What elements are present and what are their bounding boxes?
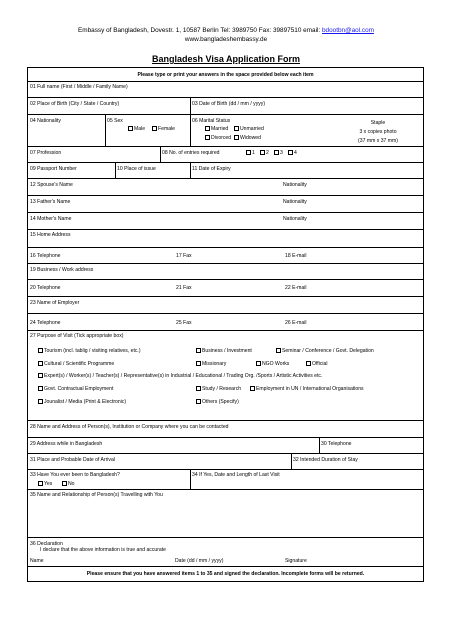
- field-06-label: 06 Marital Status: [192, 118, 231, 124]
- field-27-row: [28, 331, 423, 421]
- entries-3-checkbox[interactable]: [274, 150, 279, 155]
- field-09-label: 09 Passport Number: [30, 166, 77, 172]
- entries-2-checkbox[interactable]: [260, 150, 265, 155]
- purpose-contractual-checkbox[interactable]: [38, 386, 43, 391]
- footer-note: Please ensure that you have answered items 1 to 35 and signed the declaration. Incomplete forms will be returned.: [86, 571, 365, 577]
- field-13-row[interactable]: [28, 196, 423, 213]
- declaration-signature-label[interactable]: Signature: [285, 558, 307, 564]
- marital-widowed-checkbox[interactable]: [234, 135, 239, 140]
- field-23-label: 23 Name of Employer: [30, 300, 80, 306]
- purpose-others-checkbox[interactable]: [196, 399, 201, 404]
- field-14-label: 14 Mother's Name: [30, 216, 72, 222]
- purpose-seminar-checkbox[interactable]: [276, 348, 281, 353]
- purpose-missionary-option[interactable]: Missionary: [196, 361, 226, 367]
- embassy-website: www.bangladeshembassy.de: [184, 36, 268, 43]
- field-26-label: 26 E-mail: [285, 320, 307, 326]
- entries-1-checkbox[interactable]: [246, 150, 251, 155]
- instruction-row: [28, 68, 423, 82]
- entries-3-option[interactable]: 3: [274, 150, 283, 156]
- field-28-row[interactable]: [28, 421, 423, 438]
- field-25-label: 25 Fax: [176, 320, 192, 326]
- sex-male-checkbox[interactable]: [128, 126, 133, 131]
- purpose-ngo-option[interactable]: NGO Works: [256, 361, 289, 367]
- field-31-32-row[interactable]: [28, 454, 423, 470]
- field-29-label: 29 Address while in Bangladesh: [30, 441, 103, 447]
- purpose-seminar-option[interactable]: Seminar / Conference / Govt. Delegation: [276, 348, 374, 354]
- field-03-label: 03 Date of Birth (dd / mm / yyyy): [192, 101, 266, 107]
- sex-male-option[interactable]: Male: [128, 126, 145, 132]
- field-08-label: 08 No. of entries required: [162, 150, 220, 156]
- field-12-row[interactable]: [28, 179, 423, 196]
- field-05-label: 05 Sex: [107, 118, 123, 124]
- purpose-business-option[interactable]: Business / Investment: [196, 348, 252, 354]
- purpose-official-checkbox[interactable]: [306, 361, 311, 366]
- staple-note: Staple 3 x copies photo (37 mm x 37 mm): [358, 120, 398, 144]
- mother-nationality-label: Nationality: [283, 216, 307, 222]
- purpose-contractual-option[interactable]: Govt. Contractual Employment: [38, 386, 113, 392]
- entries-2-option[interactable]: 2: [260, 150, 269, 156]
- email-link[interactable]: bdootbn@aol.com: [321, 27, 374, 34]
- sex-female-option[interactable]: Female: [152, 126, 175, 132]
- purpose-others-option[interactable]: Others (Specify): [196, 399, 239, 405]
- field-04-06-row[interactable]: [28, 115, 423, 147]
- spouse-nationality-label: Nationality: [283, 182, 307, 188]
- field-12-label: 12 Spouse's Name: [30, 182, 73, 188]
- field-14-row[interactable]: [28, 213, 423, 230]
- purpose-study-option[interactable]: Study / Research: [196, 386, 241, 392]
- field-07-08-row[interactable]: [28, 147, 423, 163]
- field-20-22-row[interactable]: [28, 280, 423, 297]
- field-36-label: 36 Declaration: [30, 541, 63, 547]
- marital-widowed-option[interactable]: Widowed: [234, 135, 261, 141]
- field-30-label: 30 Telephone: [321, 441, 352, 447]
- field-15-row[interactable]: [28, 230, 423, 248]
- father-nationality-label: Nationality: [283, 199, 307, 205]
- marital-divorced-option[interactable]: Divorced: [205, 135, 231, 141]
- form-title: Bangladesh Visa Application Form: [151, 54, 301, 64]
- purpose-cultural-checkbox[interactable]: [38, 361, 43, 366]
- purpose-un-checkbox[interactable]: [250, 386, 255, 391]
- field-04-label: 04 Nationality: [30, 118, 61, 124]
- marital-married-checkbox[interactable]: [205, 126, 210, 131]
- field-01-label: 01 Full name (First / Middle / Family Name): [30, 84, 128, 90]
- field-20-label: 20 Telephone: [30, 285, 61, 291]
- declaration-date-label[interactable]: Date (dd / mm / yyyy): [175, 558, 224, 564]
- field-16-label: 16 Telephone: [30, 253, 61, 259]
- declaration-text: I declare that the above information is true and accurate: [40, 547, 167, 553]
- marital-unmarried-option[interactable]: Unmarried: [234, 126, 264, 132]
- visited-no-checkbox[interactable]: [62, 481, 67, 486]
- footer-row: [28, 567, 423, 581]
- purpose-missionary-checkbox[interactable]: [196, 361, 201, 366]
- purpose-un-option[interactable]: Employment in UN / International Organisations: [250, 386, 364, 392]
- purpose-official-option[interactable]: Official: [306, 361, 327, 367]
- field-02-03-row[interactable]: [28, 98, 423, 115]
- field-28-label: 28 Name and Address of Person(s), Institution or Company where you can be contacted: [30, 424, 229, 430]
- field-35-label: 35 Name and Relationship of Person(s) Travelling with You: [30, 492, 163, 498]
- purpose-study-checkbox[interactable]: [196, 386, 201, 391]
- field-23-row[interactable]: [28, 297, 423, 314]
- sex-female-checkbox[interactable]: [152, 126, 157, 131]
- field-17-label: 17 Fax: [176, 253, 192, 259]
- field-13-label: 13 Father's Name: [30, 199, 71, 205]
- purpose-expert-checkbox[interactable]: [38, 373, 43, 378]
- field-02-label: 02 Place of Birth (City / State / Country): [30, 101, 120, 107]
- field-19-row[interactable]: [28, 264, 423, 280]
- visited-yes-option[interactable]: Yes: [38, 481, 52, 487]
- purpose-business-checkbox[interactable]: [196, 348, 201, 353]
- visited-no-option[interactable]: No: [62, 481, 75, 487]
- instruction-text: Please type or print your answers in the space provided below each item: [137, 72, 314, 78]
- purpose-journalist-option[interactable]: Jounalist / Media (Print & Electronic): [38, 399, 126, 405]
- field-19-label: 19 Business / Work address: [30, 267, 94, 273]
- purpose-tourism-option[interactable]: Tourism (incl. tablig / visiting relatives, etc.): [38, 348, 141, 354]
- purpose-cultural-option[interactable]: Cultural / Scientific Programme: [38, 361, 114, 367]
- field-33-label: 33 Have You ever been to Bangladesh?: [30, 472, 120, 478]
- purpose-ngo-checkbox[interactable]: [256, 361, 261, 366]
- field-01-row[interactable]: [28, 82, 423, 98]
- field-09-11-row[interactable]: [28, 163, 423, 179]
- embassy-address: Embassy of Bangladesh, Dovestr. 1, 10587 Berlin Tel: 3989750 Fax: 39897510 email: bdootbn@aol.com: [78, 27, 374, 34]
- field-11-label: 11 Date of Expiry: [192, 166, 231, 172]
- declaration-name-label[interactable]: Name: [30, 558, 44, 564]
- marital-unmarried-checkbox[interactable]: [234, 126, 239, 131]
- purpose-expert-option[interactable]: Expert(s) / Worker(s) / Teacher(s) / Representative(s) in Industrial / Educational / Trading Org. /Sports / Artistic Activities etc.: [38, 373, 322, 379]
- visa-form: [27, 67, 424, 582]
- field-27-label: 27 Purpose of Visit (Tick appropriate box): [30, 333, 124, 339]
- field-22-label: 22 E-mail: [285, 285, 307, 291]
- marital-married-option[interactable]: Married: [205, 126, 228, 132]
- field-36-row: [28, 538, 423, 567]
- field-16-18-row[interactable]: [28, 248, 423, 264]
- field-18-label: 18 E-mail: [285, 253, 307, 259]
- field-35-row[interactable]: [28, 490, 423, 538]
- marital-divorced-checkbox[interactable]: [205, 135, 210, 140]
- purpose-journalist-checkbox[interactable]: [38, 399, 43, 404]
- entries-4-checkbox[interactable]: [288, 150, 293, 155]
- field-15-label: 15 Home Address: [30, 232, 71, 238]
- field-29-30-row[interactable]: [28, 438, 423, 454]
- field-31-label: 31 Place and Probable Date of Arrival: [30, 457, 115, 463]
- field-32-label: 32 Intended Duration of Stay: [293, 457, 358, 463]
- field-24-26-row[interactable]: [28, 314, 423, 331]
- field-34-label: 34 If Yes, Date and Length of Last Visit: [192, 472, 280, 478]
- purpose-tourism-checkbox[interactable]: [38, 348, 43, 353]
- field-24-label: 24 Telephone: [30, 320, 61, 326]
- entries-1-option[interactable]: 1: [246, 150, 255, 156]
- entries-4-option[interactable]: 4: [288, 150, 297, 156]
- field-21-label: 21 Fax: [176, 285, 192, 291]
- field-33-34-row[interactable]: [28, 470, 423, 490]
- field-07-label: 07 Profession: [30, 150, 62, 156]
- field-10-label: 10 Place of issue: [117, 166, 156, 172]
- visited-yes-checkbox[interactable]: [38, 481, 43, 486]
